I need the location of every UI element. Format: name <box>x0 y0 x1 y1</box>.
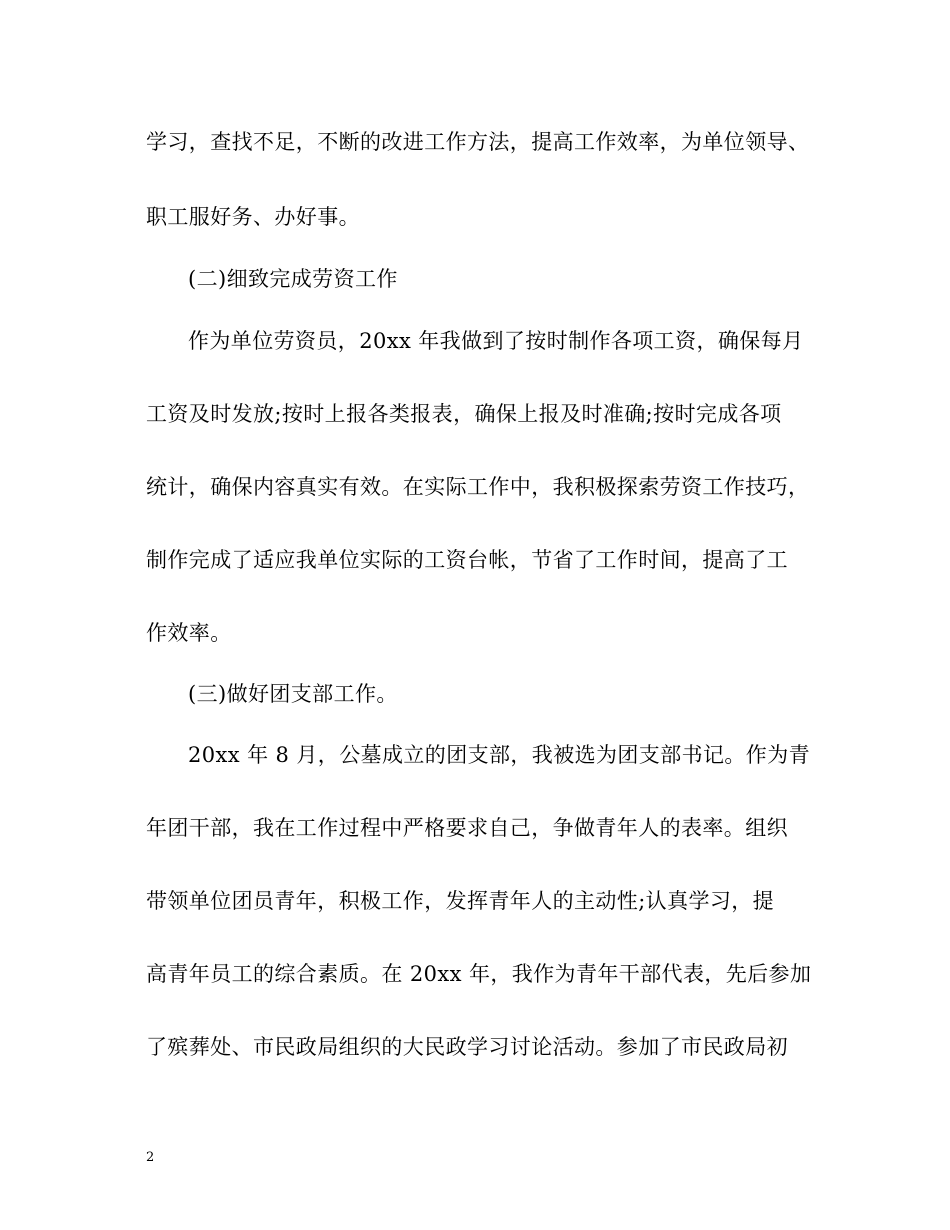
body-text-line: 工资及时发放;按时上报各类报表，确保上报及时准确;按时完成各项 <box>146 402 782 426</box>
section-heading: (三)做好团支部工作。 <box>188 682 398 706</box>
body-text-line: 年团干部，我在工作过程中严格要求自己，争做青年人的表率。组织 <box>146 816 788 840</box>
body-text-line: 高青年员工的综合素质。在 20xx 年，我作为青年干部代表，先后参加 <box>146 962 812 986</box>
body-text-line: 统计，确保内容真实有效。在实际工作中，我积极探索劳资工作技巧， <box>146 475 810 499</box>
body-text-line: 带领单位团员青年，积极工作，发挥青年人的主动性;认真学习，提 <box>146 889 775 913</box>
page-number: 2 <box>146 1150 155 1165</box>
paragraph-first-line: 作为单位劳资员，20xx 年我做到了按时制作各项工资，确保每月 <box>188 329 804 353</box>
body-text-line: 职工服好务、办好事。 <box>146 205 360 229</box>
body-text-line: 制作完成了适应我单位实际的工资台帐，节省了工作时间，提高了工 <box>146 548 788 572</box>
paragraph-first-line: 20xx 年 8 月，公墓成立的团支部，我被选为团支部书记。作为青 <box>188 743 810 767</box>
body-text-line: 学习，查找不足，不断的改进工作方法，提高工作效率，为单位领导、 <box>146 130 810 154</box>
body-text-line: 了殡葬处、市民政局组织的大民政学习讨论活动。参加了市民政局初 <box>146 1035 788 1059</box>
body-text-line: 作效率。 <box>146 621 232 645</box>
section-heading: (二)细致完成劳资工作 <box>188 267 398 291</box>
